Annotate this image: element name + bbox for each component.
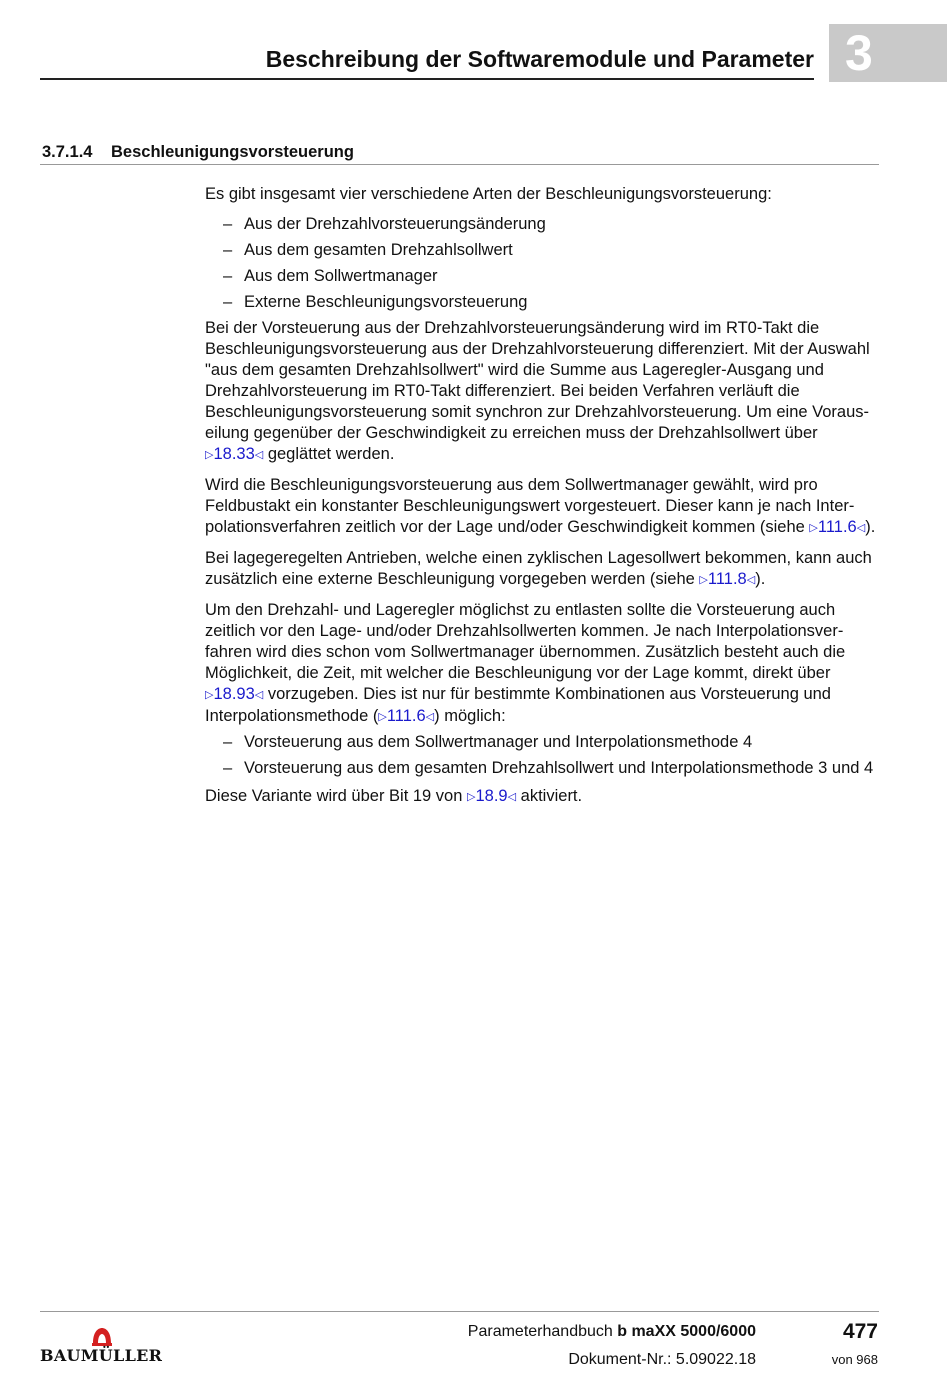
list-item: – Aus dem gesamten Drehzahlsollwert: [223, 241, 513, 259]
parameter-link[interactable]: ▷18.33◁: [205, 445, 264, 463]
list-item: – Aus der Drehzahlvorsteuerungsänderung: [223, 215, 546, 233]
page-number: 477: [842, 1320, 878, 1343]
ref-close-icon: ◁: [856, 522, 866, 534]
list-item: – Vorsteuerung aus dem gesamten Drehzahlsollwert und Interpolationsmethode 3 und 4: [223, 759, 874, 777]
paragraph-external: Bei lagegeregelten Antrieben, welche einen zyklischen Lagesollwert bekommen, kann auch zusätzlich eine externe Beschleunigung vorgegeben werden (siehe ▷111.8◁).: [205, 549, 872, 588]
page-header-title: Beschreibung der Softwaremodule und Parameter: [265, 46, 814, 72]
logo-mark-icon: [90, 1326, 114, 1346]
footer-document-number: Dokument-Nr.: 5.09022.18: [568, 1351, 756, 1368]
logo-wordmark: BAUMÜLLER: [40, 1346, 163, 1365]
ref-open-icon: ▷: [809, 522, 818, 534]
section-title: Beschleunigungsvorsteuerung: [111, 143, 354, 161]
dash-bullet: –: [223, 759, 233, 777]
header-rule: [40, 78, 814, 80]
section-number: 3.7.1.4: [42, 143, 93, 161]
list-item: – Aus dem Sollwertmanager: [223, 267, 438, 285]
baumueller-logo: [40, 1326, 170, 1366]
page-total: von 968: [831, 1352, 878, 1367]
parameter-link[interactable]: ▷18.93◁: [205, 685, 264, 703]
dash-bullet: –: [223, 241, 233, 259]
combinations-list: [205, 732, 879, 779]
ref-open-icon: ▷: [467, 791, 476, 803]
ref-close-icon: ◁: [254, 689, 264, 701]
dash-bullet: –: [223, 733, 233, 751]
intro-paragraph: Es gibt insgesamt vier verschiedene Arten der Beschleunigungsvorsteuerung:: [205, 185, 772, 203]
parameter-link[interactable]: ▷18.9◁: [467, 787, 517, 805]
footer-handbook: Parameterhandbuch b maXX 5000/6000: [467, 1323, 756, 1340]
dash-bullet: –: [223, 267, 233, 285]
footer-rule: [40, 1311, 879, 1312]
parameter-link[interactable]: ▷111.6◁: [809, 518, 866, 536]
chapter-number-tab: 3: [829, 24, 947, 82]
list-item: – Vorsteuerung aus dem Sollwertmanager und Interpolationsmethode 4: [223, 733, 753, 751]
section-rule: [40, 164, 879, 165]
list-item: – Externe Beschleunigungsvorsteuerung: [223, 293, 528, 311]
parameter-link[interactable]: ▷111.6◁: [378, 707, 435, 725]
dash-bullet: –: [223, 293, 233, 311]
paragraph-activation: Diese Variante wird über Bit 19 von ▷18.9◁ aktiviert.: [205, 787, 583, 805]
ref-open-icon: ▷: [378, 711, 387, 723]
ref-close-icon: ◁: [746, 574, 756, 586]
ref-close-icon: ◁: [507, 791, 517, 803]
paragraph-rt0: Bei der Vorsteuerung aus der Drehzahlvorsteuerungsänderung wird im RT0-Takt die Beschleunigungsvorsteuerung aus der Drehzahlvorsteuerung differenziert. Mit der Auswahl "aus dem gesamten Drehzahlsollwert" wird die Summe aus Lageregler-Ausgang und Drehzahlvorsteuerung im RT0-Takt differenziert. Bei beiden Verfahren verläuft die Beschleunigungsvorsteuerung somit synchron zur Drehzahlvorsteuerung. Um eine Vorauseilung gegenüber der Geschwindigkeit zu erreichen muss der Drehzahlsollwert über ▷18.33◁ geglättet werden.: [205, 319, 870, 463]
paragraph-relief: Um den Drehzahl- und Lageregler möglichst zu entlasten sollte die Vorsteuerung auch zeitlich vor den Lage- und/oder Drehzahlsollwerten kommen. Je nach Interpolationsverfahren wird dies schon vom Sollwertmanager übernommen. Zusätzlich besteht auch die Möglichkeit, die Zeit, mit welcher die Beschleunigung vor der Lage kommt, direkt über ▷18.93◁ vorzugeben. Dies ist nur für bestimmte Kombinationen aus Vorsteuerung und Interpolationsmethode (▷111.6◁) möglich:: [205, 601, 846, 725]
ref-open-icon: ▷: [205, 449, 214, 461]
ref-open-icon: ▷: [205, 689, 214, 701]
ref-close-icon: ◁: [254, 449, 264, 461]
types-list: [205, 214, 879, 313]
ref-open-icon: ▷: [699, 574, 708, 586]
paragraph-sollwertmanager: Wird die Beschleunigungsvorsteuerung aus dem Sollwertmanager gewählt, wird pro Feldbustakt ein konstanter Beschleunigungswert vorgesteuert. Dieser kann je nach Interpolationsverfahren zeitlich vor der Lage und/oder Geschwindigkeit kommen (siehe ▷111.6◁).: [205, 476, 876, 536]
parameter-link[interactable]: ▷111.8◁: [699, 570, 756, 588]
dash-bullet: –: [223, 215, 233, 233]
main-content: [205, 184, 879, 817]
ref-close-icon: ◁: [425, 711, 435, 723]
